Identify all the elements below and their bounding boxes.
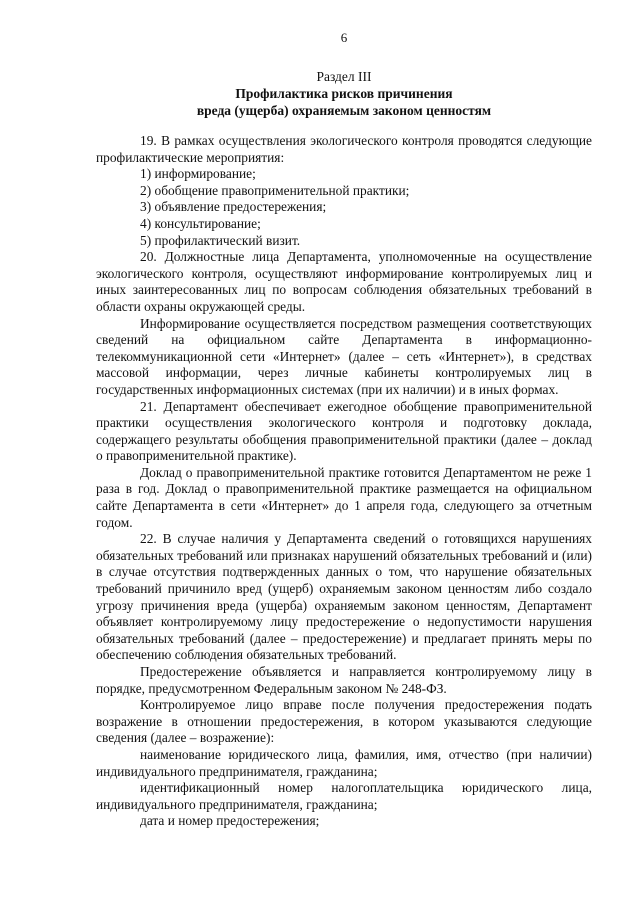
paragraph-22: 22. В случае наличия у Департамента сведений о готовящихся нарушениях обязательных требований или признаках нарушений обязательных требований и (или) в случае отсутствия подтвержденных данных о том, что нарушение обязательных требований причинило вред (ущерб) охраняемым законом ценностям либо создало угрозу причинения вреда (ущерба) охраняемым законом ценностям, Департамент объявляет контролируемому лицу предостережение о недопустимости нарушения обязательных требований (далее – предостережение) и предлагает принять меры по обеспечению соблюдения обязательных требований. [96, 531, 592, 663]
list-item-consulting: 4) консультирование; [140, 215, 261, 231]
list-item-visit: 5) профилактический визит. [140, 232, 301, 248]
list-item-generalization: 2) обобщение правоприменительной практики; [140, 182, 410, 198]
paragraph-objection-inn: идентификационный номер налогоплательщика юридического лица, индивидуального предпринимателя, гражданина; [96, 780, 592, 812]
document-page [96, 30, 592, 830]
paragraph-21: 21. Департамент обеспечивает ежегодное обобщение правоприменительной практики осуществления экологического контроля и подготовку доклада, содержащего результаты обобщения правоприменительной практики (далее – доклад о правоприменительной практике). [96, 398, 592, 464]
paragraph-informing-details: Информирование осуществляется посредством размещения соответствующих сведений на официальном сайте Департамента в информационно-телекоммуникационной сети «Интернет» (далее – сеть «Интернет»), в средствах массовой информации, через личные кабинеты контролируемых лиц в государственных информационных системах (при их наличии) и в иных формах. [96, 315, 592, 397]
section-title-line-1: Профилактика рисков причинения [235, 86, 453, 101]
list-item-warning: 3) объявление предостережения; [140, 199, 327, 215]
paragraph-20: 20. Должностные лица Департамента, уполномоченные на осуществление экологического контроля, осуществляют информирование контролируемых лиц и иных заинтересованных лиц по вопросам соблюдения обязательных требований в области охраны окружающей среды. [96, 249, 592, 314]
section-title-line-2: вреда (ущерба) охраняемым законом ценностям [196, 103, 492, 118]
page-number: 6 [340, 30, 348, 45]
paragraph-objection: Контролируемое лицо вправе после получения предостережения подать возражение в отношении предостережения, в котором указываются следующие сведения (далее – возражение): [96, 697, 592, 746]
section-label: Раздел III [316, 69, 372, 84]
section-heading [96, 68, 592, 119]
document-body [96, 133, 592, 830]
paragraph-19: 19. В рамках осуществления экологического контроля проводятся следующие профилактические мероприятия: [96, 133, 592, 165]
paragraph-report: Доклад о правоприменительной практике готовится Департаментом не реже 1 раза в год. Доклад о правоприменительной практике размещается на официальном сайте Департамента в сети «Интернет» до 1 апреля года, следующего за отчетным годом. [96, 464, 592, 530]
paragraph-warning-order: Предостережение объявляется и направляется контролируемому лицу в порядке, предусмотренном Федеральным законом № 248-ФЗ. [96, 664, 592, 696]
paragraph-objection-date: дата и номер предостережения; [140, 813, 320, 829]
paragraph-objection-name: наименование юридического лица, фамилия, имя, отчество (при наличии) индивидуального предпринимателя, гражданина; [96, 746, 592, 779]
list-item-informing: 1) информирование; [140, 166, 256, 182]
